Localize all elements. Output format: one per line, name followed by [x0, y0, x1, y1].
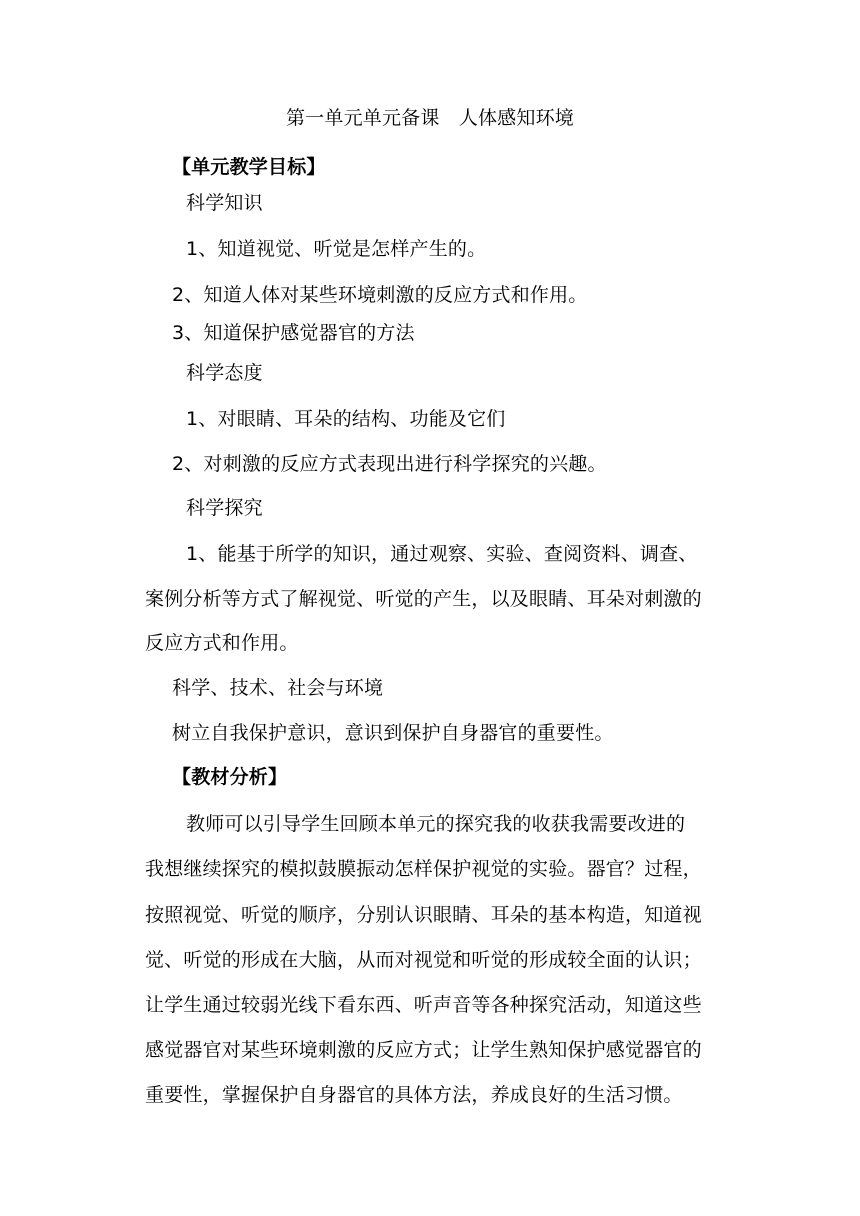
paragraph-line: 感觉器官对某些环境刺激的反应方式；让学生熟知保护感觉器官的 — [145, 1039, 702, 1061]
paragraph-line: 2、知道人体对某些环境刺激的反应方式和作用。 — [172, 284, 588, 306]
paragraph-line: 树立自我保护意识，意识到保护自身器官的重要性。 — [172, 722, 614, 744]
subheading-science-attitude: 科学态度 — [186, 362, 263, 384]
section-heading-unit-objectives: 【单元教学目标】 — [172, 156, 326, 178]
subheading-science-knowledge: 科学知识 — [186, 192, 263, 214]
section-heading-textbook-analysis: 【教材分析】 — [172, 766, 288, 788]
paragraph-line: 让学生通过较弱光线下看东西、听声音等各种探究活动，知道这些 — [145, 994, 702, 1016]
paragraph-line: 1、能基于所学的知识，通过观察、实验、查阅资料、调查、 — [186, 543, 698, 565]
paragraph-line: 教师可以引导学生回顾本单元的探究我的收获我需要改进的 — [186, 813, 686, 835]
paragraph-line: 案例分析等方式了解视觉、听觉的产生，以及眼睛、耳朵对刺激的 — [145, 588, 702, 610]
paragraph-line: 重要性，掌握保护自身器官的具体方法，养成良好的生活习惯。 — [145, 1084, 683, 1106]
paragraph-line: 按照视觉、听觉的顺序，分别认识眼睛、耳朵的基本构造，知道视 — [145, 904, 702, 926]
paragraph-line: 觉、听觉的形成在大脑，从而对视觉和听觉的形成较全面的认识； — [145, 949, 702, 971]
paragraph-line: 我想继续探究的模拟鼓膜振动怎样保护视觉的实验。器官？过程， — [145, 858, 702, 880]
paragraph-line: 2、对刺激的反应方式表现出进行科学探究的兴趣。 — [172, 453, 607, 475]
document-title: 第一单元单元备课 人体感知环境 — [285, 107, 574, 129]
paragraph-line: 1、对眼睛、耳朵的结构、功能及它们 — [186, 408, 506, 430]
paragraph-line: 反应方式和作用。 — [145, 632, 299, 654]
paragraph-line: 3、知道保护感觉器官的方法 — [172, 322, 415, 344]
paragraph-line: 1、知道视觉、听觉是怎样产生的。 — [186, 238, 487, 260]
subheading-science-inquiry: 科学探究 — [186, 497, 263, 519]
subheading-sts-environment: 科学、技术、社会与环境 — [172, 677, 384, 699]
